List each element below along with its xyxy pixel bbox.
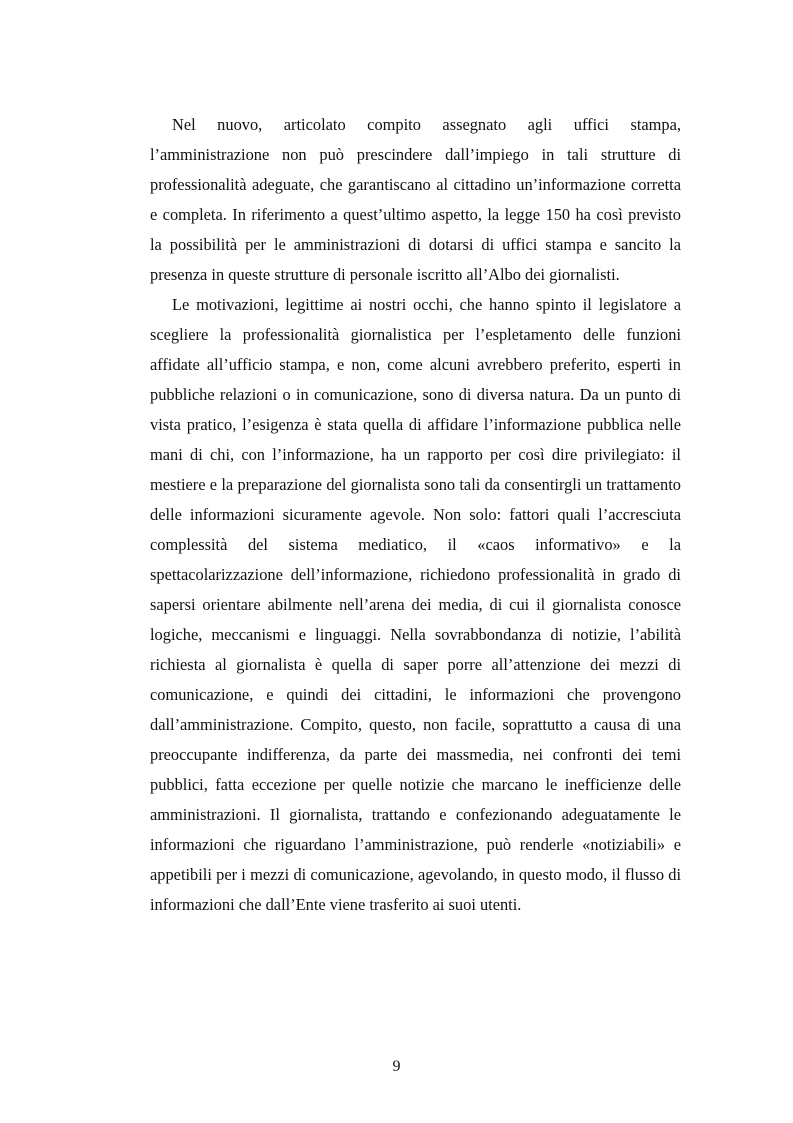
- paragraph-motivazioni: Le motivazioni, legittime ai nostri occhi, che hanno spinto il legislatore a scegliere la professionalità giornalistica per l’espletamento delle funzioni affidate all’ufficio stampa, e non, come alcuni avrebbero preferito, esperti in pubbliche relazioni o in comunicazione, sono di diversa natura. Da un punto di vista pratico, l’esigenza è stata quella di affidare l’informazione pubblica nelle mani di chi, con l’informazione, ha un rapporto per così dire privilegiato: il mestiere e la preparazione del giornalista sono tali da consentirgli un trattamento delle informazioni sicuramente agevole. Non solo: fattori quali l’accresciuta complessità del sistema mediatico, il «caos informativo» e la spettacolarizzazione dell’informazione, richiedono professionalità in grado di sapersi orientare abilmente nell’arena dei media, di cui il giornalista conosce logiche, meccanismi e linguaggi. Nella sovrabbondanza di notizie, l’abilità richiesta al giornalista è quella di saper porre all’attenzione dei mezzi di comunicazione, e quindi dei cittadini, le informazioni che provengono dall’amministrazione. Compito, questo, non facile, soprattutto a causa di una preoccupante indifferenza, da parte dei massmedia, nei confronti dei temi pubblici, fatta eccezione per quelle notizie che marcano le inefficienze delle amministrazioni. Il giornalista, trattando e confezionando adeguatamente le informazioni che riguardano l’amministrazione, può renderle «notiziabili» e appetibili per i mezzi di comunicazione, agevolando, in questo modo, il flusso di informazioni che dall’Ente viene trasferito ai suoi utenti.: [150, 295, 681, 914]
- paragraph-uffici-stampa: Nel nuovo, articolato compito assegnato agli uffici stampa, l’amministrazione non può prescindere dall’impiego in tali strutture di professionalità adeguate, che garantiscano al cittadino un’informazione corretta e completa. In riferimento a quest’ultimo aspetto, la legge 150 ha così previsto la possibilità per le amministrazioni di dotarsi di uffici stampa e sancito la presenza in queste strutture di personale iscritto all’Albo dei giornalisti.: [150, 115, 681, 284]
- body-text: [150, 110, 681, 920]
- page-number: 9: [392, 1058, 401, 1075]
